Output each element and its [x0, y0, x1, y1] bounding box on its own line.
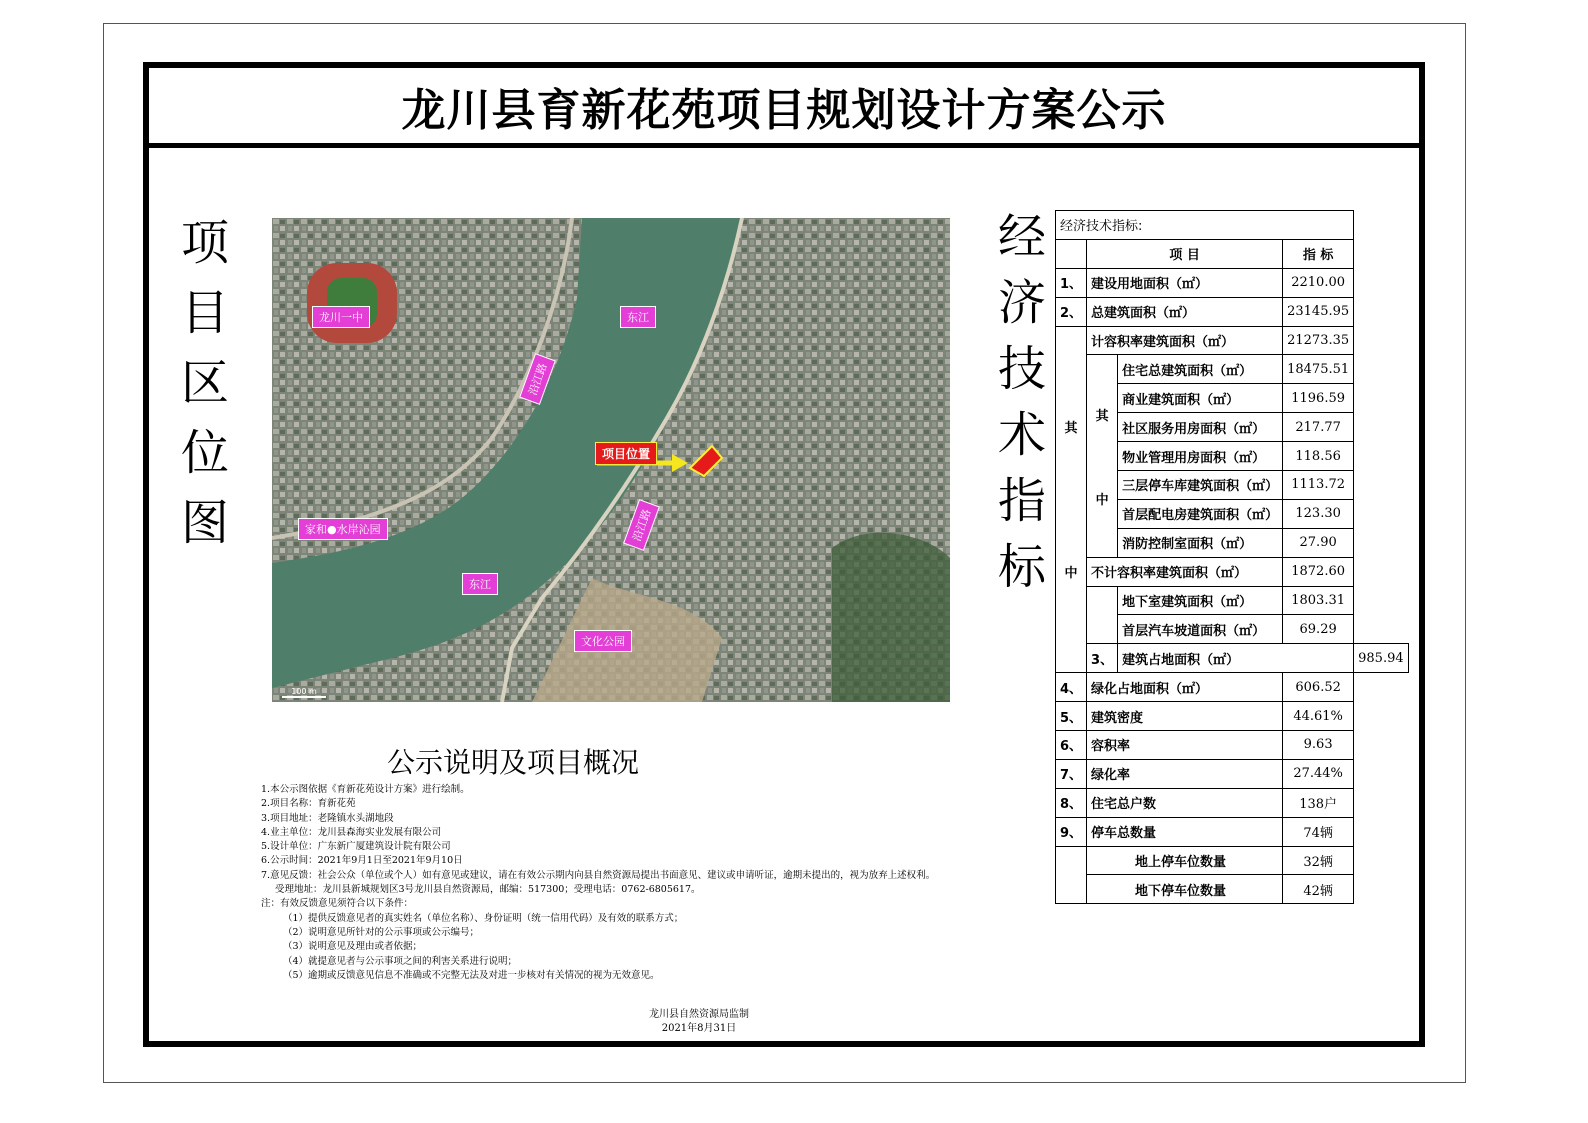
- row-label: 建设用地面积（㎡）: [1087, 268, 1283, 297]
- row-subgroup-qizhong: [1087, 355, 1118, 557]
- note-line: 6.公示时间：2021年9月1日至2021年9月10日: [261, 855, 463, 867]
- vertical-char: 标: [997, 539, 1046, 595]
- title-bar: [149, 68, 1419, 148]
- table-row: [1056, 788, 1409, 817]
- map-label-project-location: 项目位置: [595, 442, 657, 465]
- note-line: 5.设计单位：广东新广厦建筑设计院有限公司: [261, 841, 451, 853]
- row-value: 606.52: [1283, 673, 1354, 702]
- row-label: 计容积率建筑面积（㎡）: [1087, 326, 1283, 355]
- row-label: 地上停车位数量: [1087, 846, 1283, 875]
- indicators-vertical-title: [992, 204, 1052, 600]
- row-label: 首层汽车坡道面积（㎡）: [1118, 615, 1283, 644]
- poster-board: [143, 62, 1425, 1047]
- footer: [599, 1008, 799, 1036]
- row-value: 27.44%: [1283, 759, 1354, 788]
- table-row: [1056, 875, 1409, 904]
- row-value: 42辆: [1283, 875, 1354, 904]
- vertical-char: 经: [997, 209, 1046, 265]
- table-row: [1056, 586, 1409, 615]
- indicators-table: [1055, 210, 1409, 904]
- vertical-char: 术: [997, 407, 1046, 463]
- vertical-char: 指: [997, 473, 1046, 529]
- note-condition: （4）就提意见者与公示事项之间的利害关系进行说明；: [283, 955, 518, 967]
- vertical-char: 项: [180, 215, 229, 271]
- header-blank: [1056, 239, 1087, 268]
- row-value: 18475.51: [1283, 355, 1354, 384]
- map-label-jiahe: 家和●水岸沁园: [298, 518, 388, 540]
- vertical-char: 图: [180, 495, 229, 551]
- row-label: 三层停车库建筑面积（㎡）: [1118, 471, 1283, 500]
- row-label: 消防控制室面积（㎡）: [1118, 528, 1283, 557]
- row-index: 6、: [1056, 731, 1087, 760]
- row-index: 3、: [1087, 644, 1118, 673]
- page-title: 龙川县育新花苑项目规划设计方案公示: [401, 84, 1167, 136]
- row-index: 5、: [1056, 702, 1087, 731]
- note-line: 3.项目地址：老隆镇水头湖地段: [261, 812, 394, 824]
- header-value: 指 标: [1283, 239, 1354, 268]
- vertical-char: 技: [997, 341, 1046, 397]
- row-value: 9.63: [1283, 731, 1354, 760]
- row-value: 118.56: [1283, 442, 1354, 471]
- row-label: 建筑密度: [1087, 702, 1283, 731]
- row-value: 74辆: [1283, 817, 1354, 846]
- row-value: 985.94: [1354, 644, 1409, 673]
- row-index: 4、: [1056, 673, 1087, 702]
- row-value: 1196.59: [1283, 384, 1354, 413]
- row-value: 2210.00: [1283, 268, 1354, 297]
- row-group-qizhong: [1056, 326, 1087, 673]
- table-row: [1056, 702, 1409, 731]
- overview-heading: 公示说明及项目概况: [387, 746, 640, 779]
- table-caption-row: [1056, 211, 1409, 240]
- table-row: [1056, 557, 1409, 586]
- row-subgroup-blank: [1087, 586, 1118, 644]
- row-value: 27.90: [1283, 528, 1354, 557]
- group-char: 中: [1064, 566, 1078, 582]
- map-label-dongjiang: 东江: [620, 306, 656, 328]
- note-condition: （5）逾期或反馈意见信息不准确或不完整无法及对进一步核对有关情况的视为无效意见。: [283, 969, 660, 981]
- group-char: 中: [1095, 492, 1109, 508]
- row-label: 社区服务用房面积（㎡）: [1118, 413, 1283, 442]
- row-index: 2、: [1056, 297, 1087, 326]
- row-label: 住宅总建筑面积（㎡）: [1118, 355, 1283, 384]
- table-row: [1056, 644, 1409, 673]
- row-value: 32辆: [1283, 846, 1354, 875]
- table-header-row: [1056, 239, 1409, 268]
- row-label: 绿化占地面积（㎡）: [1087, 673, 1283, 702]
- map-scale-bar: 100 m: [282, 687, 326, 698]
- vertical-char: 区: [180, 355, 229, 411]
- header-item: 项 目: [1087, 239, 1283, 268]
- row-value: 123.30: [1283, 499, 1354, 528]
- overview-notes: [261, 783, 1021, 983]
- footer-date: 2021年8月31日: [661, 1023, 737, 1034]
- row-label: 地下室建筑面积（㎡）: [1118, 586, 1283, 615]
- row-value: 69.29: [1283, 615, 1354, 644]
- note-line: 1.本公示图依据《育新花苑设计方案》进行绘制。: [261, 784, 470, 795]
- row-value: 23145.95: [1283, 297, 1354, 326]
- table-row: [1056, 268, 1409, 297]
- note-condition: （1）提供反馈意见者的真实姓名（单位名称）、身份证明（统一信用代码）及有效的联系方式；: [283, 912, 684, 924]
- row-label: 绿化率: [1087, 759, 1283, 788]
- note-line: 2.项目名称：育新花苑: [261, 798, 356, 810]
- table-row: [1056, 817, 1409, 846]
- row-value: 44.61%: [1283, 702, 1354, 731]
- note-condition: （3）说明意见及理由或者依据；: [283, 941, 423, 953]
- row-index: 9、: [1056, 817, 1087, 846]
- table-row: [1056, 731, 1409, 760]
- row-label: 物业管理用房面积（㎡）: [1118, 442, 1283, 471]
- row-index: 1、: [1056, 268, 1087, 297]
- table-row: [1056, 673, 1409, 702]
- row-index: 8、: [1056, 788, 1087, 817]
- row-label: 商业建筑面积（㎡）: [1118, 384, 1283, 413]
- row-index: 7、: [1056, 759, 1087, 788]
- footer-org: 龙川县自然资源局监制: [649, 1009, 749, 1020]
- map-label-longchuan-no1: 龙川一中: [312, 306, 370, 328]
- row-label: 总建筑面积（㎡）: [1087, 297, 1283, 326]
- row-label: 首层配电房建筑面积（㎡）: [1118, 499, 1283, 528]
- note-line: 4.业主单位：龙川县森海实业发展有限公司: [261, 826, 442, 838]
- table-row: [1056, 297, 1409, 326]
- row-index-blank: [1056, 846, 1087, 904]
- location-map-vertical-title: [175, 208, 235, 558]
- row-label: 不计容积率建筑面积（㎡）: [1087, 557, 1283, 586]
- note-line: 受理地址：龙川县新城规划区3号龙川县自然资源局，邮编：517300；受理电话：0762-6805617。: [275, 884, 701, 896]
- group-char: 其: [1095, 408, 1109, 424]
- row-label: 住宅总户数: [1087, 788, 1283, 817]
- row-value: 1872.60: [1283, 557, 1354, 586]
- row-label: 停车总数量: [1087, 817, 1283, 846]
- map-label-culture-park: 文化公园: [574, 630, 632, 652]
- map-label-yanjiang-road: 沿江路: [519, 353, 556, 405]
- row-label: 地下停车位数量: [1087, 875, 1283, 904]
- table-row: [1056, 759, 1409, 788]
- note-line: 7.意见反馈：社会公众（单位或个人）如有意见或建议，请在有效公示期内向县自然资源局提出书面意见、建议或申请听证，逾期未提出的，视为放弃上述权利。: [261, 869, 936, 881]
- location-map: [272, 218, 950, 702]
- note-condition: （2）说明意见所针对的公示事项或公示编号；: [283, 926, 480, 938]
- table-row: [1056, 326, 1409, 355]
- vertical-char: 目: [180, 285, 229, 341]
- vertical-char: 济: [997, 275, 1046, 331]
- vertical-char: 位: [180, 425, 229, 481]
- map-label-yanjiang-road: 沿江路: [623, 499, 660, 551]
- row-value: 1113.72: [1283, 471, 1354, 500]
- row-label: 建筑占地面积（㎡）: [1118, 644, 1354, 673]
- table-row: [1056, 846, 1409, 875]
- note-line: 注：有效反馈意见须符合以下条件：: [261, 898, 414, 910]
- row-value: 21273.35: [1283, 326, 1354, 355]
- group-char: 其: [1064, 421, 1078, 437]
- map-label-dongjiang: 东江: [462, 573, 498, 595]
- table-caption: 经济技术指标:: [1056, 211, 1354, 240]
- row-value: 217.77: [1283, 413, 1354, 442]
- row-value: 138户: [1283, 788, 1354, 817]
- row-value: 1803.31: [1283, 586, 1354, 615]
- table-row: [1056, 355, 1409, 384]
- row-label: 容积率: [1087, 731, 1283, 760]
